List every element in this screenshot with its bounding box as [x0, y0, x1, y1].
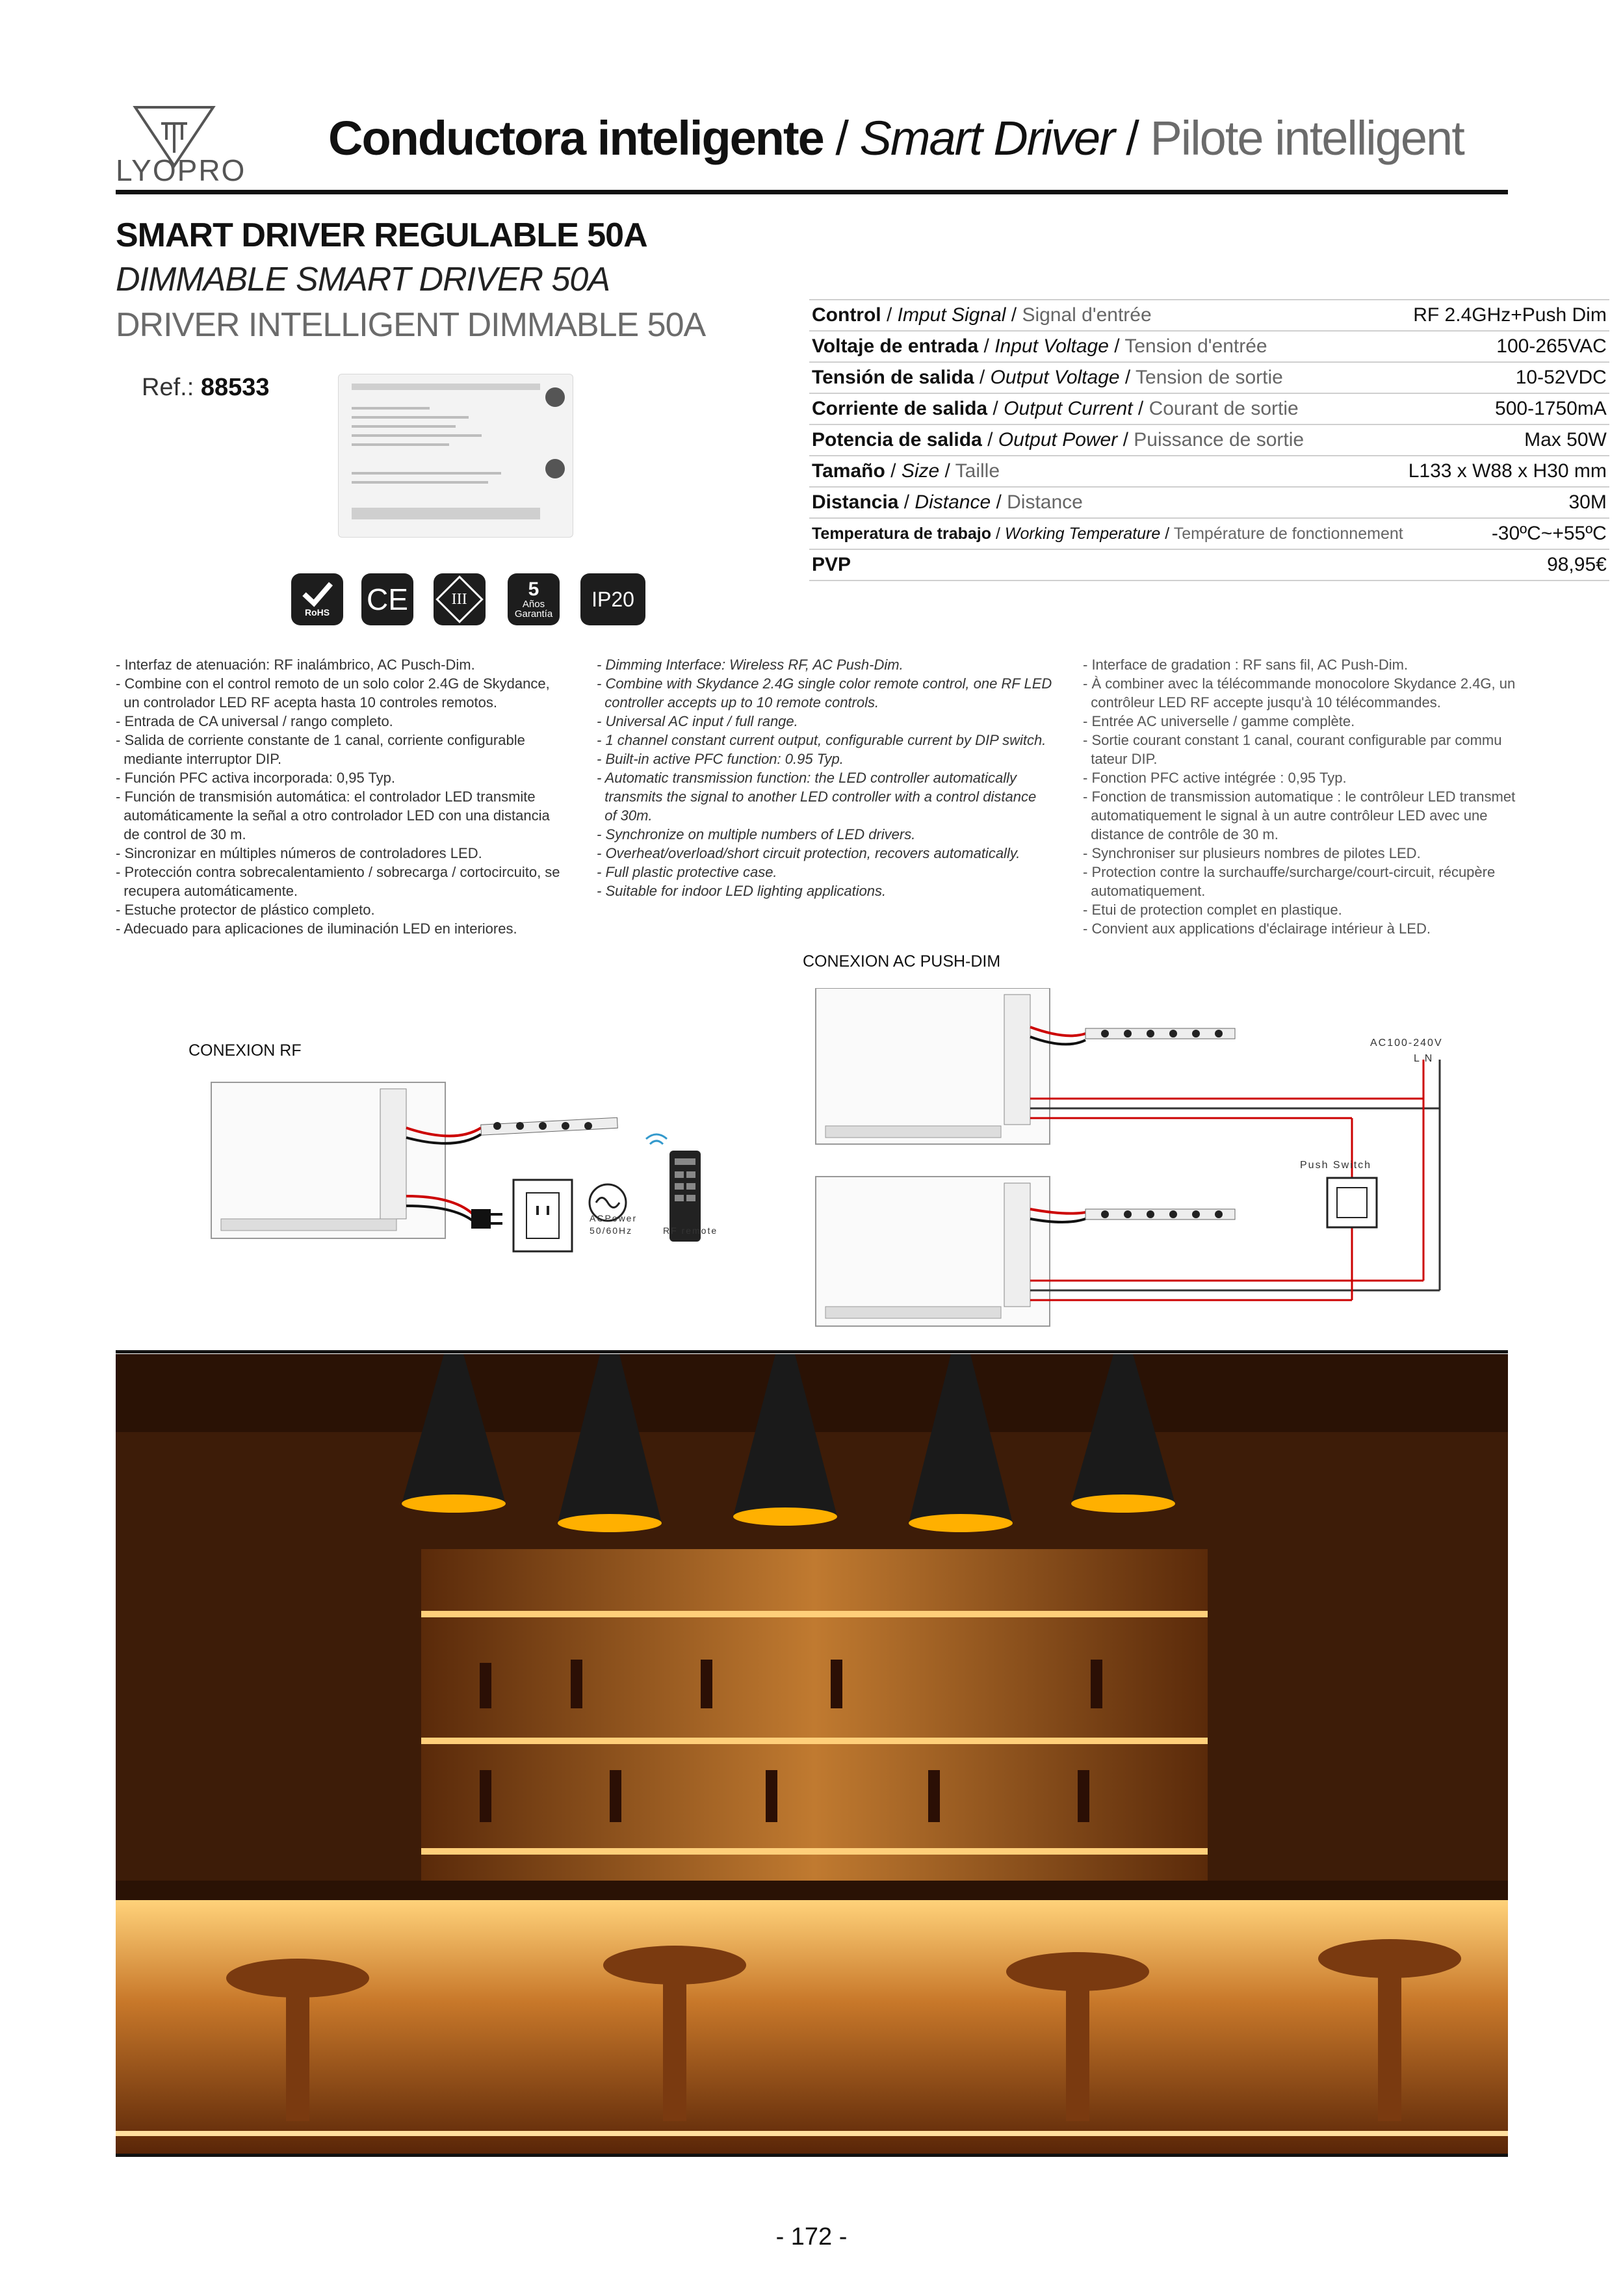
spec-label-sep: / [978, 335, 995, 357]
ac-power-label-2: 50/60Hz [590, 1225, 633, 1236]
spec-row [809, 518, 1609, 549]
feature-line: - Universal AC input / full range. [597, 713, 798, 729]
page-number: - 172 - [775, 2223, 848, 2250]
feature-line: - Automatic transmission function: the LED controller automatically [597, 770, 1017, 786]
spec-label-fr: Température de fonctionnement [1173, 524, 1403, 543]
ce-label: CE [367, 582, 408, 616]
product-ref [142, 374, 269, 402]
product-terminal-strip [352, 508, 540, 519]
spec-label-en: Output Power [998, 429, 1118, 450]
product-label-line [352, 434, 482, 437]
ac-led-strip-bottom [1085, 1209, 1235, 1220]
feature-line: - Combine with Skydance 2.4G single color remote control, one RF LED [597, 675, 1052, 692]
product-label-line [352, 443, 449, 446]
spec-label-es: Tensión de salida [812, 367, 974, 388]
feature-line: - À combiner avec la télécommande monocolore Skydance 2.4G, un [1083, 675, 1516, 692]
feature-line: recupera automáticamente. [116, 883, 298, 899]
rohs-badge [291, 573, 343, 625]
brand-name: LYOPRO [116, 153, 246, 187]
warranty-line2: Garantía [514, 608, 553, 620]
spec-label-es: Corriente de salida [812, 398, 988, 419]
push-switch-icon [1327, 1178, 1377, 1227]
spec-label-en: Imput Signal [897, 304, 1006, 326]
feature-line: - Salida de corriente constante de 1 canal, corriente configurable [116, 732, 525, 748]
bar-illustration [116, 1354, 1508, 2154]
spec-label [809, 393, 1406, 424]
spec-label-fr: Taille [955, 460, 1000, 482]
feature-line: - Interface de gradation : RF sans fil, AC Push-Dim. [1083, 657, 1409, 673]
spec-label-sep: / [1117, 429, 1134, 450]
feature-line: - Función PFC activa incorporada: 0,95 Typ. [116, 770, 396, 786]
spec-label-es: Temperatura de trabajo [812, 524, 992, 543]
spec-label [809, 362, 1406, 393]
spec-value: 98,95€ [1406, 549, 1609, 581]
spec-row [809, 487, 1609, 518]
spec-label-sep: / [939, 460, 955, 482]
feature-line: - Dimming Interface: Wireless RF, AC Push-Dim. [597, 657, 903, 673]
feature-line: - Interfaz de atenuación: RF inalámbrico, AC Pusch-Dim. [116, 657, 475, 673]
features-fr [1083, 655, 1516, 938]
feature-line: - Fonction PFC active intégrée : 0,95 Typ. [1083, 770, 1347, 786]
ln-label: L N [1414, 1053, 1434, 1064]
photo-bottom-rule [116, 2154, 1508, 2157]
title-en: Smart Driver [859, 111, 1114, 165]
spec-label-es: Potencia de salida [812, 429, 982, 450]
plug-icon [471, 1209, 502, 1229]
title-fr: Pilote intelligent [1150, 111, 1464, 165]
feature-line: - Synchroniser sur plusieurs nombres de pilotes LED. [1083, 845, 1421, 861]
ac-diagram-title: CONEXION AC PUSH-DIM [803, 952, 1001, 971]
feature-line: - Fonction de transmission automatique : le contrôleur LED transmet [1083, 789, 1516, 805]
rf-diagram-title: CONEXION RF [188, 1041, 302, 1060]
spec-value: 30M [1406, 487, 1609, 518]
header-rule [116, 190, 1508, 194]
spec-label-sep: / [974, 367, 991, 388]
spec-label-es: Voltaje de entrada [812, 335, 979, 357]
product-label-line [352, 407, 430, 410]
features-en [597, 655, 1052, 900]
product-label-line [352, 481, 488, 484]
spec-label [809, 518, 1406, 549]
feature-line: mediante interruptor DIP. [116, 751, 282, 767]
spec-label-fr: Tension de sortie [1136, 367, 1283, 388]
feature-line: - Entrée AC universelle / gamme complète. [1083, 713, 1355, 729]
feature-line: - Sortie courant constant 1 canal, courant configurable par commu [1083, 732, 1502, 748]
feature-line: - Overheat/overload/short circuit protection, recovers automatically. [597, 845, 1020, 861]
feature-line: - Sincronizar en múltiples números de controladores LED. [116, 845, 482, 861]
feature-line: tateur DIP. [1083, 751, 1158, 767]
spec-label-sep: / [1108, 335, 1125, 357]
ac-driver-top [816, 988, 1050, 1144]
ac-range-label: AC100-240V [1370, 1037, 1443, 1049]
product-label-line [352, 425, 456, 428]
ac-power-label-1: ACPower [590, 1213, 638, 1223]
feature-line: - Synchronize on multiple numbers of LED drivers. [597, 826, 916, 842]
feature-line: - Protección contra sobrecalentamiento / sobrecarga / cortocircuito, se [116, 864, 560, 880]
wall-socket-icon [513, 1180, 572, 1251]
spec-label [809, 549, 1406, 581]
spec-label-en: Output Current [1004, 398, 1133, 419]
title-sep-1: / [823, 111, 860, 165]
spec-label-sep: / [991, 491, 1007, 513]
spec-value: 10-52VDC [1406, 362, 1609, 393]
title-es: Conductora inteligente [328, 111, 824, 165]
feature-line: - Adecuado para aplicaciones de iluminación LED en interiores. [116, 920, 517, 937]
feature-line: de control de 30 m. [116, 826, 246, 842]
ac-driver-bottom [816, 1177, 1050, 1326]
feature-line: - Etui de protection complet en plastique. [1083, 902, 1342, 918]
feature-line: - Built-in active PFC function: 0.95 Typ. [597, 751, 844, 767]
ac-led-strip-top [1085, 1028, 1235, 1039]
spec-label [809, 300, 1406, 331]
feature-line: - Combine con el control remoto de un solo color 2.4G de Skydance, [116, 675, 550, 692]
product-label-line [352, 472, 501, 475]
feature-line: of 30m. [597, 807, 653, 824]
product-title-fr: DRIVER INTELLIGENT DIMMABLE 50A [116, 306, 706, 344]
ce-badge [361, 573, 413, 625]
spec-label [809, 487, 1406, 518]
ref-label: Ref.: [142, 374, 194, 401]
spec-value: Max 50W [1406, 424, 1609, 456]
spec-row [809, 424, 1609, 456]
feature-line: controller accepts up to 10 remote controls. [597, 694, 879, 711]
spec-label-en: Size [901, 460, 940, 482]
feature-line: transmits the signal to another LED controller with a control distance [597, 789, 1037, 805]
specs-table [809, 299, 1609, 581]
spec-label-sep: / [991, 524, 1005, 543]
spec-row [809, 393, 1609, 424]
spec-label-fr: Courant de sortie [1149, 398, 1299, 419]
ref-value: 88533 [200, 374, 270, 401]
rf-led-strip [481, 1117, 618, 1135]
spec-label-sep: / [1119, 367, 1136, 388]
product-label-line [352, 416, 469, 419]
class3-badge [434, 573, 486, 625]
spec-label [809, 331, 1406, 362]
check-icon [301, 581, 333, 607]
spec-row [809, 300, 1609, 331]
feature-line: - Convient aux applications d'éclairage intérieur à LED. [1083, 920, 1431, 937]
spec-label [809, 424, 1406, 456]
rohs-label: RoHS [304, 607, 330, 618]
page-title [328, 111, 1464, 166]
feature-line: - Protection contre la surchauffe/surcharge/court-circuit, récupère [1083, 864, 1496, 880]
spec-label [809, 456, 1406, 487]
spec-value: 500-1750mA [1406, 393, 1609, 424]
warranty-number: 5 [528, 579, 539, 600]
spec-label-en: Input Voltage [994, 335, 1109, 357]
spec-label-en: Working Temperature [1004, 524, 1161, 543]
spec-label-es: PVP [812, 554, 851, 575]
product-screw-icon [545, 459, 565, 478]
spec-label-sep: / [1132, 398, 1149, 419]
feature-line: contrôleur LED RF accepte jusqu'à 10 télécommandes. [1083, 694, 1441, 711]
product-vent-top [352, 384, 540, 390]
feature-line: - Estuche protector de plástico completo. [116, 902, 375, 918]
spec-label-es: Tamaño [812, 460, 885, 482]
spec-label-sep: / [987, 398, 1004, 419]
spec-label-sep: / [885, 460, 902, 482]
feature-line: automáticamente la señal a otro controlador LED con una distancia [116, 807, 550, 824]
feature-line: un controlador LED RF acepta hasta 10 controles remotos. [116, 694, 497, 711]
spec-label-fr: Tension d'entrée [1124, 335, 1267, 357]
warranty-line1: Años [522, 599, 545, 610]
spec-row [809, 362, 1609, 393]
spec-label-sep: / [898, 491, 915, 513]
spec-value: L133 x W88 x H30 mm [1406, 456, 1609, 487]
spec-label-fr: Puissance de sortie [1134, 429, 1305, 450]
rf-remote-label: RF remote [663, 1225, 718, 1236]
feature-line: - Suitable for indoor LED lighting applications. [597, 883, 887, 899]
product-title-es: SMART DRIVER REGULABLE 50A [116, 216, 647, 254]
spec-value: RF 2.4GHz+Push Dim [1406, 300, 1609, 331]
feature-line: automatiquement le signal à un autre contrôleur LED avec une [1083, 807, 1488, 824]
photo-top-rule [116, 1350, 1508, 1353]
feature-line: - Entrada de CA universal / rango completo. [116, 713, 393, 729]
ip-label: IP20 [591, 587, 634, 611]
spec-value: 100-265VAC [1406, 331, 1609, 362]
feature-line: - Función de transmisión automática: el controlador LED transmite [116, 789, 536, 805]
spec-label-sep: / [1006, 304, 1022, 326]
feature-line: - Full plastic protective case. [597, 864, 777, 880]
spec-label-sep: / [881, 304, 898, 326]
spec-label-sep: / [1160, 524, 1174, 543]
product-title-en: DIMMABLE SMART DRIVER 50A [116, 261, 610, 298]
ip-badge [580, 573, 645, 625]
spec-row [809, 549, 1609, 581]
class3-label: III [452, 590, 467, 608]
spec-value: -30ºC~+55ºC [1406, 518, 1609, 549]
product-screw-icon [545, 387, 565, 407]
rf-driver [211, 1082, 445, 1238]
spec-label-es: Control [812, 304, 881, 326]
feature-line: - 1 channel constant current output, configurable current by DIP switch. [597, 732, 1046, 748]
spec-label-fr: Signal d'entrée [1022, 304, 1152, 326]
spec-row [809, 456, 1609, 487]
feature-line: distance de contrôle de 30 m. [1083, 826, 1279, 842]
warranty-badge [508, 573, 560, 625]
spec-label-es: Distancia [812, 491, 899, 513]
features-es [116, 655, 564, 938]
spec-row [809, 331, 1609, 362]
bar-photo [116, 1354, 1508, 2154]
diamond-icon [435, 575, 484, 623]
feature-line: automatiquement. [1083, 883, 1206, 899]
spec-label-en: Output Voltage [990, 367, 1120, 388]
title-sep-2: / [1113, 111, 1150, 165]
push-switch-label: Push Switch [1300, 1160, 1372, 1171]
product-image [338, 374, 573, 538]
spec-label-en: Distance [915, 491, 991, 513]
spec-label-sep: / [981, 429, 998, 450]
spec-label-fr: Distance [1007, 491, 1083, 513]
